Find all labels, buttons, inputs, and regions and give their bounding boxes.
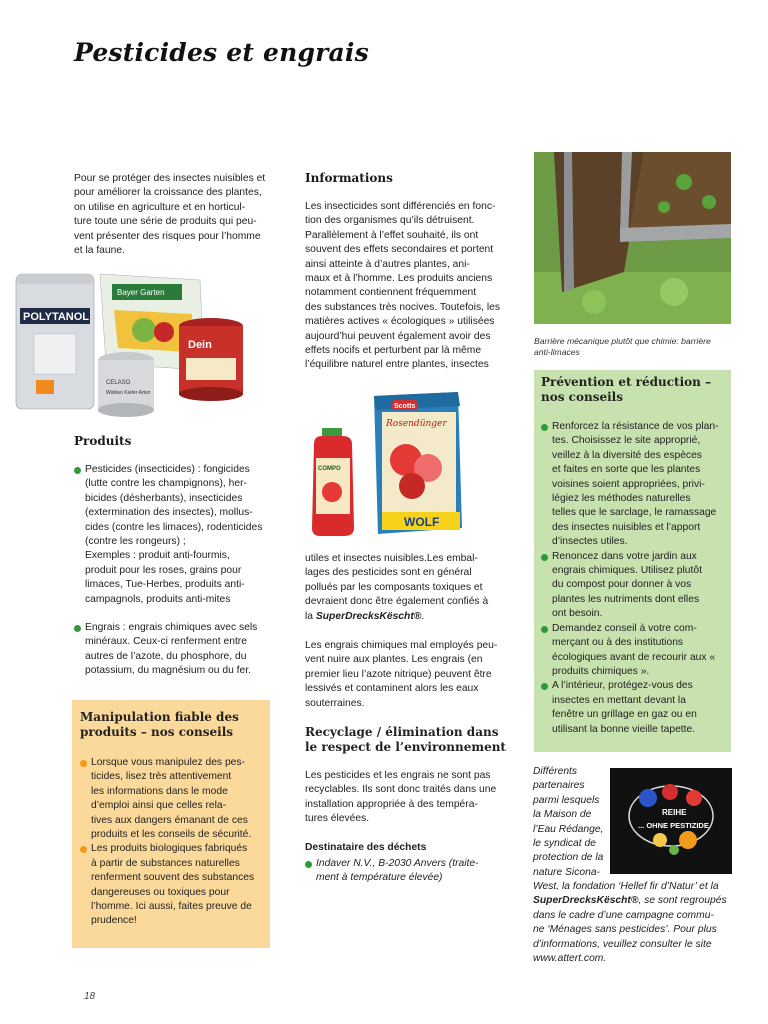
pesticide-products-image xyxy=(14,262,254,422)
bullet-icon xyxy=(541,683,548,690)
list-item: Demandez conseil à votre com- merçant ou à des institutions écologiques avant de recourir aux « produits chimiques ». xyxy=(541,622,729,680)
box-product: Rosendünger xyxy=(386,419,447,429)
bullet-icon xyxy=(74,467,81,474)
destinataire-list xyxy=(305,857,510,886)
manipulation-box xyxy=(72,700,270,948)
page-title: Pesticides et engrais xyxy=(74,38,369,67)
prevention-box-title: Prévention et réduction – nos conseils xyxy=(541,375,712,404)
list-item: Les produits biologiques fabriqués à partir de substances naturelles renferment souvent des substances dangereuses ou toxiques pour l’homme. Ici aussi, faites preuve de prudence! xyxy=(80,842,266,928)
bullet-icon xyxy=(541,424,548,431)
list-item: Pesticides (insecticides) : fongicides (lutte contre les champignons), her- bicides (désherbants), insecticides (extermination des insectes), mollus- cides (contre les limaces), rodenticides (contre les rongeurs) ; Exemples : produit anti-fourmis, produit pour les roses, grains pour limaces, Tue-Herbes, produits anti- campagnols, produits anti-mites xyxy=(74,463,274,607)
recyclage-text: Les pesticides et les engrais ne sont pas recyclables. Ils sont donc traités dans une installation appropriée à des tempéra- tures élevées. xyxy=(305,770,497,825)
bullet-icon xyxy=(80,760,87,767)
informations-text-2: utiles et insectes nuisibles.Les embal- lages des pesticides sont en général pollués par les composants toxiques et devraient donc être également confiés à la SuperDrecksKëscht®. xyxy=(305,553,489,622)
list-item: A l’intérieur, protégez-vous des insectes en mettant devant la fenêtre un grillage en gaz ou en utilisant la bonne vieille tapette. xyxy=(541,679,729,737)
bullet-icon xyxy=(80,846,87,853)
tin-sublabel: Wählen Kiefer Arten xyxy=(106,390,151,396)
partners-text-full: West, la fondation ‘Hellef fir d’Natur’ et la SuperDrecksKëscht®, se sont regroupés dans le cadre d’une campagne commu- ne ‘Ménages sans pesticides’. Pour plus d’informations, veuillez consulter le site www.attert.com. xyxy=(533,881,727,965)
campaign-logo xyxy=(610,768,732,874)
list-item: Indaver N.V., B-2030 Anvers (traite- ment à température élevée) xyxy=(305,857,510,886)
informations-text-1: Les insecticides sont différenciés en fonc- tion des organismes qu’ils détruisent. Parallèlement à l’effet souhaité, ils ont souvent des effets secondaires et portent ainsi atteinte à d’autres plantes, ani- maux et à l’homme. Les produits anciens notamment contiennent fréquemment des substances très nocives. Toutefois, les matières actives « écologiques » utilisées aujourd’hui peuvent également avoir des effets nocifs et perturbent par là même l’équilibre naturel entre plantes, insectes xyxy=(305,201,500,371)
bag-label: Bayer Garten xyxy=(117,288,165,297)
bottle-label: COMPO xyxy=(318,466,341,472)
heading-produits: Produits xyxy=(74,434,132,448)
partners-text-left: Différents partenaires parmi lesquels la Maison de l’Eau Rédange, le syndicat de protection de la nature Sicona- xyxy=(533,766,604,878)
list-item: Renoncez dans votre jardin aux engrais chimiques. Utilisez plutôt du compost pour donner à vos plantes les nutriments dont elles ont besoin. xyxy=(541,550,729,622)
box-brand: Scotts xyxy=(394,403,416,410)
heading-destinataire: Destinataire des déchets xyxy=(305,842,427,853)
logo-line1: REIHE xyxy=(662,808,687,817)
can-label: POLYTANOL xyxy=(23,311,90,323)
bullet-icon xyxy=(541,626,548,633)
prevention-list xyxy=(541,420,729,737)
logo-line2: ... OHNE PESTIZIDE xyxy=(638,821,709,830)
intro-paragraph: Pour se protéger des insectes nuisibles et pour améliorer la croissance des plantes, on utilise en agriculture et en horticul- ture toute une série de produits qui peu- vent présenter des risques pour l’homme et la faune. xyxy=(74,173,266,257)
bullet-icon xyxy=(541,554,548,561)
garden-photo-caption: Barrière mécanique plutôt que chimie: barrière anti-limaces xyxy=(534,336,711,357)
list-item: Engrais : engrais chimiques avec sels minéraux. Ceux-ci renferment entre autres de l’azote, du phosphore, du potassium, du magnésium ou du fer. xyxy=(74,621,274,679)
fertilizer-products-image xyxy=(308,388,468,540)
manipulation-list xyxy=(80,756,266,929)
tin-label: CELASO xyxy=(106,380,131,386)
manipulation-box-title: Manipulation fiable des produits – nos conseils xyxy=(80,710,239,739)
brand-name: SuperDrecksKëscht® xyxy=(533,895,639,907)
heading-informations: Informations xyxy=(305,171,393,185)
heading-recyclage: Recyclage / élimination dans le respect de l’environnement xyxy=(305,725,506,754)
list-item: Renforcez la résistance de vos plan- tes. Choisissez le site approprié, veillez à la diversité des espèces et faites en sorte que les plantes voisines soient appropriées, privi- légiez les méthodes naturelles telles que le sarclage, le ramassage des insectes nuisibles et l’apport d’insectes utiles. xyxy=(541,420,729,550)
informations-text-3: Les engrais chimiques mal employés peu- vent nuire aux plantes. Les engrais (en premier lieu l’azote nitrique) peuvent être lessivés et contaminent alors les eaux souterraines. xyxy=(305,640,498,709)
prevention-box xyxy=(534,370,731,752)
box-maker: WOLF xyxy=(404,515,440,529)
brand-name: SuperDrecksKëscht® xyxy=(315,610,422,622)
produits-list xyxy=(74,463,274,679)
red-tin-label: Dein xyxy=(188,339,212,351)
bullet-icon xyxy=(74,625,81,632)
bullet-icon xyxy=(305,861,312,868)
page-number: 18 xyxy=(84,991,96,1002)
garden-photo xyxy=(534,152,731,324)
list-item: Lorsque vous manipulez des pes- ticides, lisez très attentivement les informations dans le mode d’emploi ainsi que celles rela- tives aux dangers émanant de ces produits et les conseils de sécurité. xyxy=(80,756,266,842)
